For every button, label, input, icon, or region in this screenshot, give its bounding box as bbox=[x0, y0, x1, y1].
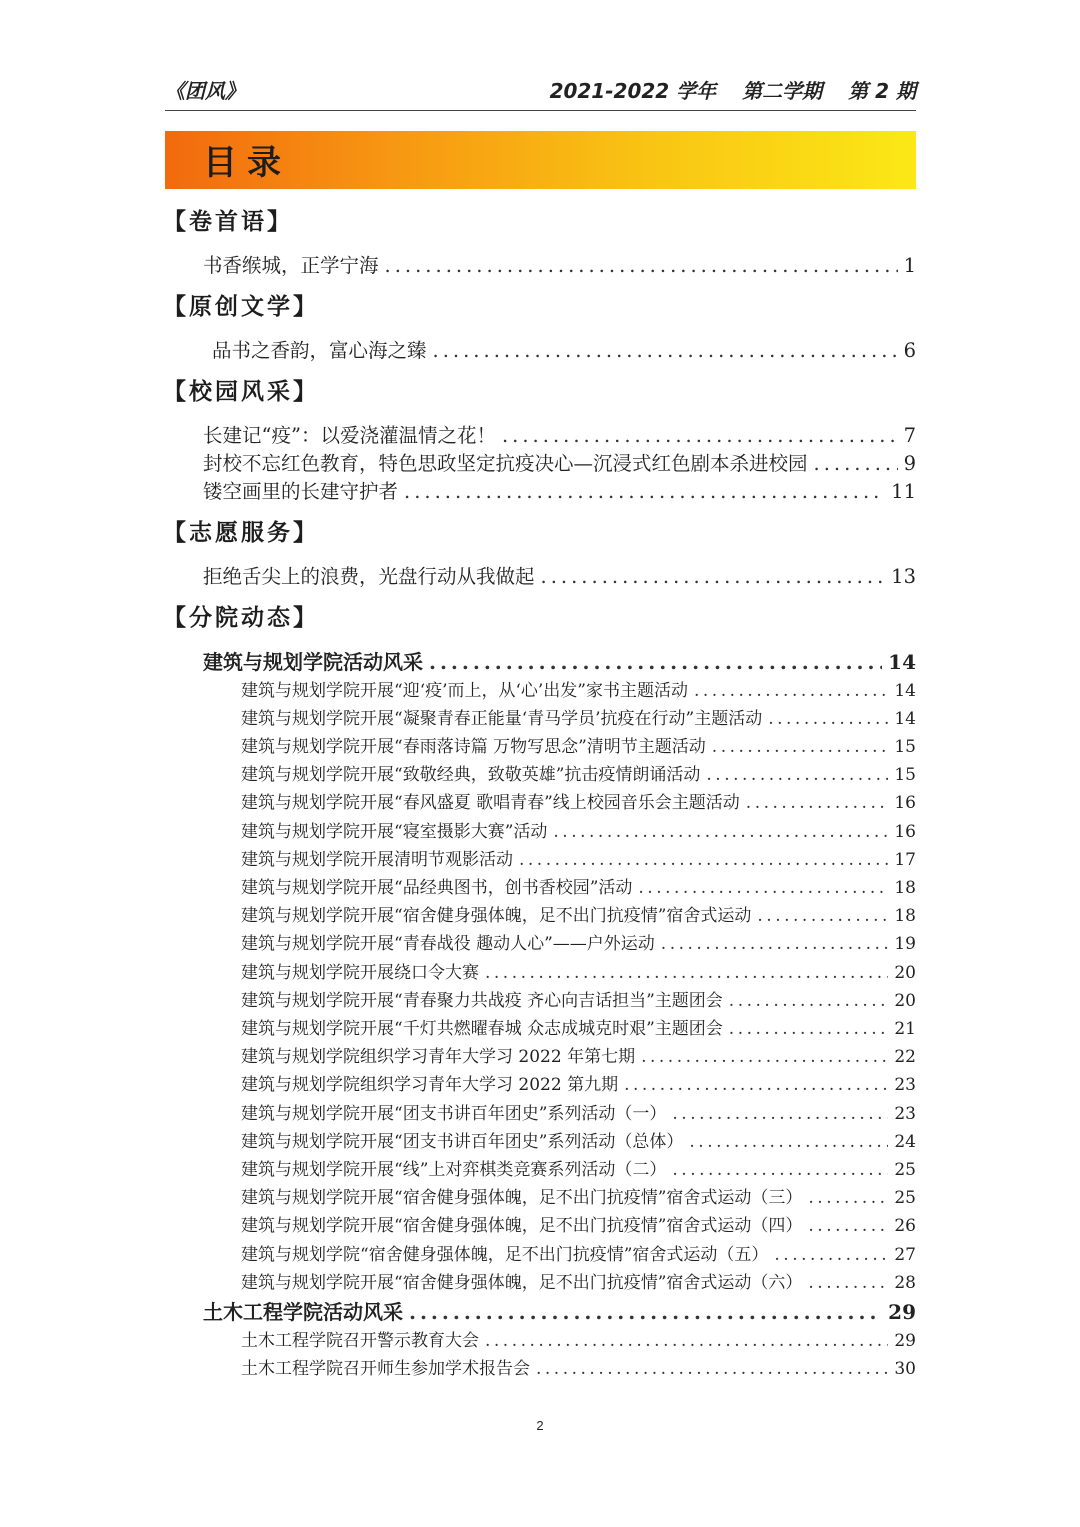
toc-title: 目录 bbox=[203, 143, 291, 183]
dot-leader bbox=[706, 765, 888, 785]
entry-page: 16 bbox=[894, 822, 916, 842]
section-heading: 【志愿服务】 bbox=[163, 520, 319, 546]
entry-title: 建筑与规划学院开展“春风盛夏 歌唱青春”线上校园音乐会主题活动 bbox=[241, 793, 740, 813]
dot-leader bbox=[694, 681, 888, 701]
entry-title: 建筑与规划学院组织学习青年大学习 2022 第九期 bbox=[241, 1075, 619, 1095]
entry-page: 20 bbox=[894, 991, 916, 1011]
entry-title: 建筑与规划学院活动风采 bbox=[203, 650, 423, 674]
toc-subentry[interactable] bbox=[241, 760, 916, 785]
college-entry[interactable] bbox=[203, 1296, 916, 1325]
entry-page: 18 bbox=[894, 878, 916, 898]
toc-subentry[interactable] bbox=[241, 1240, 916, 1265]
toc-entry[interactable] bbox=[203, 448, 916, 476]
toc-subentry[interactable] bbox=[241, 788, 916, 813]
dot-leader bbox=[746, 793, 889, 813]
dot-leader bbox=[814, 452, 898, 475]
entry-page: 23 bbox=[894, 1104, 916, 1124]
entry-title: 书香缑城，正学宁海 bbox=[203, 254, 379, 277]
entry-title: 土木工程学院活动风采 bbox=[203, 1300, 403, 1324]
dot-leader bbox=[519, 850, 888, 870]
entry-title: 建筑与规划学院开展“凝聚青春正能量‘青马学员’抗疫在行动”主题活动 bbox=[241, 709, 763, 729]
entry-title: 建筑与规划学院开展“线”上对弈棋类竞赛系列活动（二） bbox=[241, 1160, 667, 1180]
journal-name: 《团风》 bbox=[165, 79, 245, 103]
entry-title: 建筑与规划学院开展“宿舍健身强体魄，足不出门抗疫情”宿舍式运动（三） bbox=[241, 1188, 803, 1208]
entry-title: 建筑与规划学院开展清明节观影活动 bbox=[241, 850, 513, 870]
college-entry[interactable] bbox=[203, 646, 916, 675]
dot-leader bbox=[712, 737, 889, 757]
toc-subentry[interactable] bbox=[241, 958, 916, 983]
entry-title: 建筑与规划学院开展“青春聚力共战疫 齐心向吉话担当”主题团会 bbox=[241, 991, 723, 1011]
toc-entry[interactable] bbox=[203, 420, 916, 448]
toc-banner bbox=[165, 131, 916, 189]
toc-entry[interactable] bbox=[203, 250, 916, 278]
toc-subentry[interactable] bbox=[241, 1127, 916, 1152]
dot-leader bbox=[808, 1188, 888, 1208]
entry-page: 13 bbox=[891, 565, 916, 588]
toc-subentry[interactable] bbox=[241, 1155, 916, 1180]
entry-page: 9 bbox=[903, 452, 916, 475]
toc-subentry[interactable] bbox=[241, 1042, 916, 1067]
toc-subentry[interactable] bbox=[241, 1268, 916, 1293]
entry-title: 建筑与规划学院开展“迎‘疫’而上，从‘心’出发”家书主题活动 bbox=[241, 681, 688, 701]
toc-entry[interactable] bbox=[203, 476, 916, 504]
dot-leader bbox=[757, 906, 888, 926]
entry-page: 17 bbox=[894, 850, 916, 870]
dot-leader bbox=[729, 991, 889, 1011]
entry-title: 土木工程学院召开师生参加学术报告会 bbox=[241, 1359, 530, 1379]
toc-subentry[interactable] bbox=[241, 732, 916, 757]
entry-page: 21 bbox=[894, 1019, 916, 1039]
toc-subentry[interactable] bbox=[241, 1014, 916, 1039]
semester: 第二学期 bbox=[742, 79, 823, 103]
entry-page: 25 bbox=[894, 1160, 916, 1180]
section-heading: 【校园风采】 bbox=[163, 379, 319, 405]
toc-subentry[interactable] bbox=[241, 845, 916, 870]
entry-page: 27 bbox=[894, 1245, 916, 1265]
dot-leader bbox=[485, 1331, 888, 1351]
entry-title: 建筑与规划学院开展绕口令大赛 bbox=[241, 963, 479, 983]
academic-year: 2021-2022 学年 bbox=[549, 79, 717, 103]
dot-leader bbox=[433, 339, 898, 362]
dot-leader bbox=[409, 1300, 882, 1324]
entry-page: 14 bbox=[888, 650, 916, 674]
section-heading: 【分院动态】 bbox=[163, 605, 319, 631]
toc-subentry[interactable] bbox=[241, 817, 916, 842]
entry-page: 19 bbox=[894, 934, 916, 954]
page-header bbox=[165, 76, 916, 111]
entry-page: 29 bbox=[888, 1300, 916, 1324]
entry-title: 拒绝舌尖上的浪费，光盘行动从我做起 bbox=[203, 565, 535, 588]
toc-entry[interactable] bbox=[203, 561, 916, 589]
dot-leader bbox=[536, 1359, 888, 1379]
entry-page: 22 bbox=[894, 1047, 916, 1067]
entry-title: 建筑与规划学院开展“品经典图书，创书香校园”活动 bbox=[241, 878, 633, 898]
entry-page: 20 bbox=[894, 963, 916, 983]
entry-title: 土木工程学院召开警示教育大会 bbox=[241, 1331, 479, 1351]
toc-subentry[interactable] bbox=[241, 1326, 916, 1351]
toc-subentry[interactable] bbox=[241, 873, 916, 898]
entry-title: 建筑与规划学院开展“宿舍健身强体魄，足不出门抗疫情”宿舍式运动 bbox=[241, 906, 752, 926]
toc-subentry[interactable] bbox=[241, 1070, 916, 1095]
entry-page: 29 bbox=[894, 1331, 916, 1351]
toc-subentry[interactable] bbox=[241, 986, 916, 1011]
entry-page: 1 bbox=[903, 254, 916, 277]
issue-info bbox=[550, 75, 916, 110]
toc-subentry[interactable] bbox=[241, 1354, 916, 1379]
entry-page: 26 bbox=[894, 1216, 916, 1236]
entry-title: 建筑与规划学院开展“千灯共燃曜春城 众志成城克时艰”主题团会 bbox=[241, 1019, 723, 1039]
toc-subentry[interactable] bbox=[241, 1099, 916, 1124]
entry-page: 25 bbox=[894, 1188, 916, 1208]
entry-title: 建筑与规划学院开展“春雨落诗篇 万物写思念”清明节主题活动 bbox=[241, 737, 706, 757]
entry-page: 6 bbox=[903, 339, 916, 362]
dot-leader bbox=[485, 963, 888, 983]
dot-leader bbox=[661, 934, 889, 954]
dot-leader bbox=[429, 650, 882, 674]
dot-leader bbox=[624, 1075, 888, 1095]
entry-page: 15 bbox=[894, 737, 916, 757]
entry-page: 23 bbox=[894, 1075, 916, 1095]
entry-title: 镂空画里的长建守护者 bbox=[203, 480, 399, 503]
entry-title: 建筑与规划学院“宿舍健身强体魄，足不出门抗疫情”宿舍式运动（五） bbox=[241, 1245, 769, 1265]
dot-leader bbox=[385, 254, 898, 277]
dot-leader bbox=[774, 1245, 888, 1265]
dot-leader bbox=[672, 1104, 888, 1124]
toc-subentry[interactable] bbox=[241, 901, 916, 926]
toc-subentry[interactable] bbox=[241, 1183, 916, 1208]
entry-title: 建筑与规划学院开展“青春战役 趣动人心”——户外运动 bbox=[241, 934, 655, 954]
entry-page: 16 bbox=[894, 793, 916, 813]
section-heading: 【卷首语】 bbox=[163, 209, 293, 235]
dot-leader bbox=[689, 1132, 888, 1152]
entry-title: 建筑与规划学院开展“寝室摄影大赛”活动 bbox=[241, 822, 548, 842]
entry-title: 建筑与规划学院开展“团支书讲百年团史”系列活动（总体） bbox=[241, 1132, 684, 1152]
entry-page: 7 bbox=[903, 424, 916, 447]
issue-number: 第 2 期 bbox=[848, 79, 916, 103]
entry-title: 建筑与规划学院开展“宿舍健身强体魄，足不出门抗疫情”宿舍式运动（四） bbox=[241, 1216, 803, 1236]
dot-leader bbox=[641, 1047, 888, 1067]
toc-subentry[interactable] bbox=[241, 704, 916, 729]
dot-leader bbox=[638, 878, 888, 898]
entry-page: 14 bbox=[894, 709, 916, 729]
dot-leader bbox=[808, 1273, 888, 1293]
entry-page: 30 bbox=[894, 1359, 916, 1379]
dot-leader bbox=[729, 1019, 889, 1039]
entry-title: 建筑与规划学院开展“宿舍健身强体魄，足不出门抗疫情”宿舍式运动（六） bbox=[241, 1273, 803, 1293]
entry-title: 建筑与规划学院开展“致敬经典，致敬英雄”抗击疫情朗诵活动 bbox=[241, 765, 701, 785]
entry-title: 品书之香韵，富心海之臻 bbox=[212, 339, 427, 362]
entry-page: 11 bbox=[891, 480, 916, 503]
entry-title: 长建记“疫”：以爱浇灌温情之花！ bbox=[203, 424, 496, 447]
dot-leader bbox=[672, 1160, 888, 1180]
entry-title: 封校不忘红色教育，特色思政坚定抗疫决心—沉浸式红色剧本杀进校园 bbox=[203, 452, 808, 475]
section-heading: 【原创文学】 bbox=[163, 294, 319, 320]
entry-page: 14 bbox=[894, 681, 916, 701]
entry-page: 28 bbox=[894, 1273, 916, 1293]
entry-title: 建筑与规划学院组织学习青年大学习 2022 年第七期 bbox=[241, 1047, 636, 1067]
toc-subentry[interactable] bbox=[241, 676, 916, 701]
toc-entry[interactable] bbox=[212, 335, 916, 363]
dot-leader bbox=[808, 1216, 888, 1236]
entry-title: 建筑与规划学院开展“团支书讲百年团史”系列活动（一） bbox=[241, 1104, 667, 1124]
dot-leader bbox=[404, 480, 885, 503]
dot-leader bbox=[553, 822, 888, 842]
page-number: 2 bbox=[536, 1418, 544, 1433]
toc-subentry[interactable] bbox=[241, 1211, 916, 1236]
toc-subentry[interactable] bbox=[241, 929, 916, 954]
dot-leader bbox=[502, 424, 898, 447]
entry-page: 15 bbox=[894, 765, 916, 785]
dot-leader bbox=[768, 709, 888, 729]
dot-leader bbox=[541, 565, 886, 588]
entry-page: 24 bbox=[894, 1132, 916, 1152]
entry-page: 18 bbox=[894, 906, 916, 926]
